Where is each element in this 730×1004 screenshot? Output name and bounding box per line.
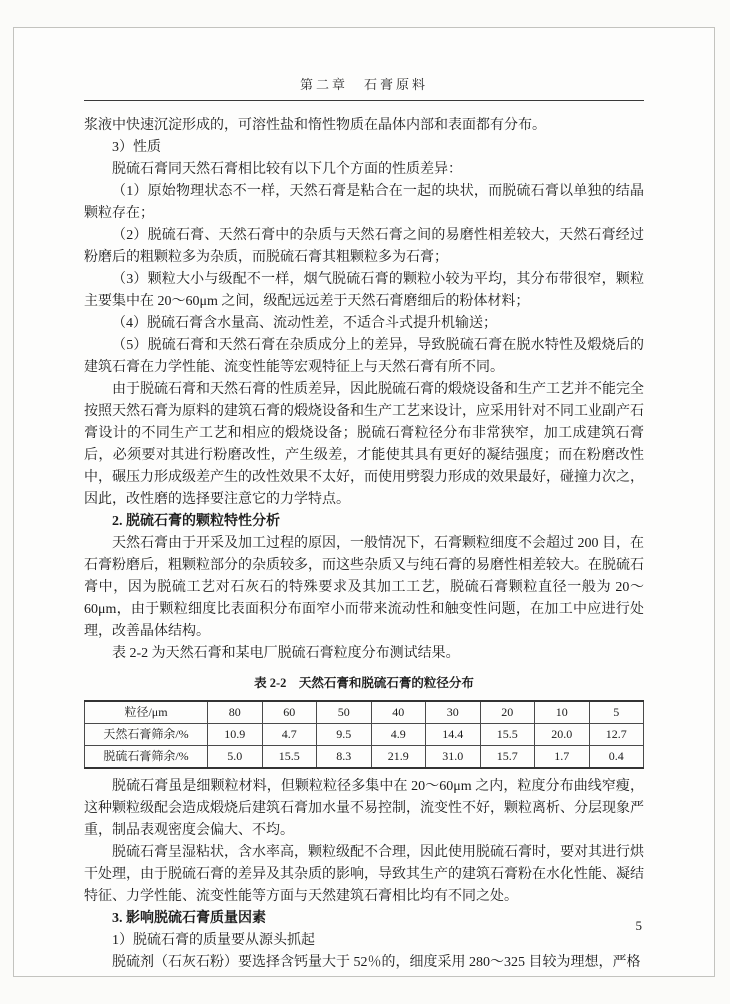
- document-page: [13, 27, 715, 977]
- table-cell: 21.9: [371, 746, 426, 769]
- paragraph: （5）脱硫石膏和天然石膏在杂质成分上的差异，导致脱硫石膏在脱水特性及煅烧后的建筑石膏在力学性能、流变性能等宏观特征上与天然石膏有所不同。: [84, 338, 644, 375]
- header-divider: [84, 100, 644, 101]
- table-header-cell: 5: [589, 701, 644, 724]
- page-number: 5: [635, 918, 642, 933]
- table-cell: 12.7: [589, 724, 644, 746]
- paragraph: 天然石膏由于开采及加工过程的原因，一般情况下，石膏颗粒细度不会超过 200 目，在石膏粉磨后，粗颗粒部分的杂质较多，而这些杂质又与纯石膏的易磨性相差较大。在脱硫石膏中，因为脱硫工艺对石灰石的特殊要求及其加工工艺，脱硫石膏颗粒直径一般为 20～60μm，由于颗粒细度比表面积分布面窄小而带来流动性和触变性问题，在加工中应进行处理，改善晶体结构。: [84, 536, 644, 639]
- table-header-cell: 10: [535, 701, 590, 724]
- table-caption: 表 2-2 天然石膏和脱硫石膏的粒径分布: [254, 676, 474, 690]
- table-row: [85, 746, 644, 769]
- paragraph: （2）脱硫石膏、天然石膏中的杂质与天然石膏之间的易磨性相差较大，天然石膏经过粉磨后的粗颗粒多为杂质，而脱硫石膏其粗颗粒多为石膏；: [84, 228, 644, 265]
- table-header-cell: 30: [426, 701, 481, 724]
- table-cell: 15.5: [262, 746, 317, 769]
- table-cell: 脱硫石膏筛余/%: [85, 746, 208, 769]
- table-cell: 14.4: [426, 724, 481, 746]
- table-cell: 5.0: [208, 746, 263, 769]
- table-cell: 4.7: [262, 724, 317, 746]
- table-cell: 8.3: [317, 746, 372, 769]
- paragraph: 脱硫石膏呈湿粘状，含水率高，颗粒级配不合理，因此使用脱硫石膏时，要对其进行烘干处理，由于脱硫石膏的差异及其杂质的影响，导致其生产的建筑石膏粉在水化性能、凝结特征、力学性能、流变性能等方面与天然建筑石膏相比均有不同之处。: [84, 845, 644, 904]
- list-item-heading: 3）性质: [112, 140, 161, 155]
- table-cell: 天然石膏筛余/%: [85, 724, 208, 746]
- table-cell: 20.0: [535, 724, 590, 746]
- paragraph: 由于脱硫石膏和天然石膏的性质差异，因此脱硫石膏的煅烧设备和生产工艺并不能完全按照天然石膏为原料的建筑石膏的煅烧设备和生产工艺来设计，应采用针对不同工业副产石膏设计的不同生产工艺和相应的煅烧设备；脱硫石膏粒径分布非常狭窄，加工成建筑石膏后，必须要对其进行粉磨改性，产生级差，才能使其具有更好的凝结强度；而在粉磨改性中，碾压力形成级差产生的改性效果不太好，而使用劈裂力形成的效果最好，碰撞力次之，因此，改性磨的选择要注意它的力学特点。: [84, 382, 644, 507]
- table-cell: 4.9: [371, 724, 426, 746]
- table-cell: 10.9: [208, 724, 263, 746]
- paragraph: 表 2-2 为天然石膏和某电厂脱硫石膏粒度分布测试结果。: [112, 646, 460, 661]
- table-header-cell: 50: [317, 701, 372, 724]
- table-cell: 15.5: [480, 724, 535, 746]
- table-header-cell: 80: [208, 701, 263, 724]
- table-header-cell: 60: [262, 701, 317, 724]
- page-content: [84, 115, 644, 974]
- table-cell: 15.7: [480, 746, 535, 769]
- table-cell: 9.5: [317, 724, 372, 746]
- chapter-header: 第二章 石膏原料: [299, 77, 428, 92]
- paragraph: 脱硫石膏同天然石膏相比较有以下几个方面的性质差异：: [112, 162, 462, 177]
- list-item-heading: 1）脱硫石膏的质量要从源头抓起: [112, 933, 315, 948]
- table-cell: 0.4: [589, 746, 644, 769]
- section-heading: 2. 脱硫石膏的颗粒特性分析: [112, 514, 280, 529]
- paragraph: （4）脱硫石膏含水量高、流动性差，不适合斗式提升机输送；: [112, 316, 497, 331]
- table-cell: 31.0: [426, 746, 481, 769]
- table-header-cell: 20: [480, 701, 535, 724]
- paragraph: 脱硫剂（石灰石粉）要选择含钙量大于 52％的，细度采用 280～325 目较为理想，严格: [112, 955, 641, 970]
- table-cell: 1.7: [535, 746, 590, 769]
- table-header-cell: 粒径/μm: [85, 701, 208, 724]
- paragraph: （1）原始物理状态不一样，天然石膏是粘合在一起的块状，而脱硫石膏以单独的结晶颗粒存在；: [84, 184, 644, 221]
- paragraph: 浆液中快速沉淀形成的，可溶性盐和惰性物质在晶体内部和表面都有分布。: [84, 118, 546, 133]
- section-heading: 3. 影响脱硫石膏质量因素: [112, 911, 266, 926]
- table-row: [85, 724, 644, 746]
- table-header-row: [85, 701, 644, 724]
- particle-size-table: [84, 700, 644, 769]
- paragraph: （3）颗粒大小与级配不一样，烟气脱硫石膏的颗粒小较为平均，其分布带很窄，颗粒主要集中在 20～60μm 之间，级配远远差于天然石膏磨细后的粉体材料；: [84, 272, 644, 309]
- paragraph: 脱硫石膏虽是细颗粒材料，但颗粒粒径多集中在 20～60μm 之内，粒度分布曲线窄瘦，这种颗粒级配会造成煅烧后建筑石膏加水量不易控制，流变性不好，颗粒离析、分层现象严重，制品表观密度会偏大、不均。: [84, 779, 644, 838]
- table-block: [84, 674, 644, 769]
- table-header-cell: 40: [371, 701, 426, 724]
